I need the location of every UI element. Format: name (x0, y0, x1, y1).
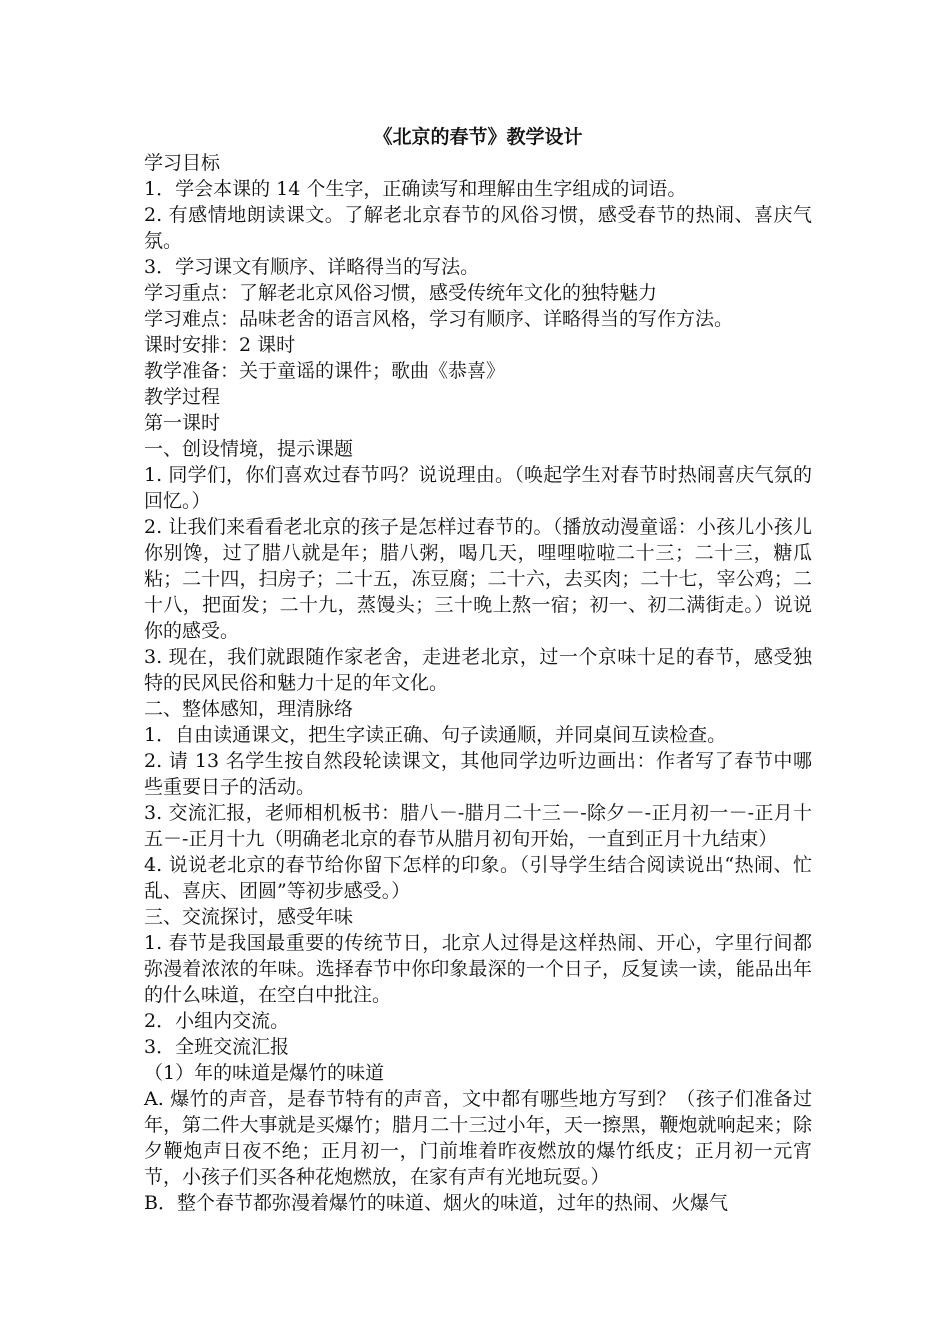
paragraph: 1. 春节是我国最重要的传统节日，北京人过得是这样热闹、开心，字里行间都弥漫着浓浓的年味。选择春节中你印象最深的一个日子，反复读一读，能品出年的什么味道，在空白中批注。 (144, 932, 812, 1006)
paragraph: 1. 同学们，你们喜欢过春节吗？说说理由。（唤起学生对春节时热闹喜庆气氛的回忆。） (144, 464, 812, 512)
paragraph: 1．学会本课的 14 个生字，正确读写和理解由生字组成的词语。 (144, 178, 687, 200)
document-title: 《北京的春节》教学设计 (373, 126, 583, 148)
paragraph: 3．全班交流汇报 (144, 1036, 290, 1058)
paragraph: 2．小组内交流。 (144, 1010, 290, 1032)
paragraph: 学习重点：了解老北京风俗习惯，感受传统年文化的独特魅力 (144, 282, 658, 304)
paragraph: 2. 请 13 名学生按自然段轮读课文，其他同学边听边画出：作者写了春节中哪些重要日子的活动。 (144, 750, 812, 798)
paragraph: 3. 现在，我们就跟随作家老舍，走进老北京，过一个京味十足的春节，感受独特的民风民俗和魅力十足的年文化。 (144, 646, 812, 694)
paragraph: 教学过程 (144, 386, 221, 408)
document-page (144, 124, 812, 1216)
paragraph: 3. 交流汇报，老师相机板书：腊八－-腊月二十三－-除夕－-正月初一－-正月十五－-正月十九（明确老北京的春节从腊月初旬开始，一直到正月十九结束） (144, 802, 812, 850)
paragraph: 教学准备：关于童谣的课件；歌曲《恭喜》 (144, 360, 506, 382)
paragraph: 课时安排：2 课时 (144, 334, 296, 356)
paragraph: 2. 有感情地朗读课文。了解老北京春节的风俗习惯，感受春节的热闹、喜庆气氛。 (144, 204, 812, 252)
paragraph: 1．自由读通课文，把生字读正确、句子读通顺，并同桌间互读检查。 (144, 724, 727, 746)
paragraph: 学习目标 (144, 152, 221, 174)
paragraph: 三、交流探讨，感受年味 (144, 906, 354, 928)
paragraph: 二、整体感知，理清脉络 (144, 698, 354, 720)
paragraph: 一、创设情境，提示课题 (144, 438, 354, 460)
paragraph: （1）年的味道是爆竹的味道 (144, 1062, 385, 1084)
paragraph: 2. 让我们来看看老北京的孩子是怎样过春节的。（播放动漫童谣：小孩儿小孩儿你别馋，过了腊八就是年；腊八粥，喝几天，哩哩啦啦二十三；二十三，糖瓜粘；二十四，扫房子；二十五，冻豆腐；二十六，去买肉；二十七，宰公鸡；二十八，把面发；二十九，蒸馒头；三十晚上熬一宿；初一、初二满街走。）说说你的感受。 (144, 516, 812, 642)
paragraph: 学习难点：品味老舍的语言风格，学习有顺序、详略得当的写作方法。 (144, 308, 734, 330)
document-body (144, 150, 812, 1216)
paragraph: 4. 说说老北京的春节给你留下怎样的印象。（引导学生结合阅读说出“热闹、忙乱、喜庆、团圆”等初步感受。） (144, 854, 812, 902)
paragraph: 3．学习课文有顺序、详略得当的写法。 (144, 256, 480, 278)
paragraph: 第一课时 (144, 412, 221, 434)
paragraph: B．整个春节都弥漫着爆竹的味道、烟火的味道，过年的热闹、火爆气 (144, 1192, 728, 1214)
paragraph: A. 爆竹的声音，是春节特有的声音，文中都有哪些地方写到？（孩子们准备过年，第二件大事就是买爆竹；腊月二十三过小年，天一擦黑，鞭炮就响起来；除夕鞭炮声日夜不绝；正月初一，门前堆着昨夜燃放的爆竹纸皮；正月初一元宵节，小孩子们买各种花炮燃放，在家有声有光地玩耍。） (144, 1088, 812, 1188)
